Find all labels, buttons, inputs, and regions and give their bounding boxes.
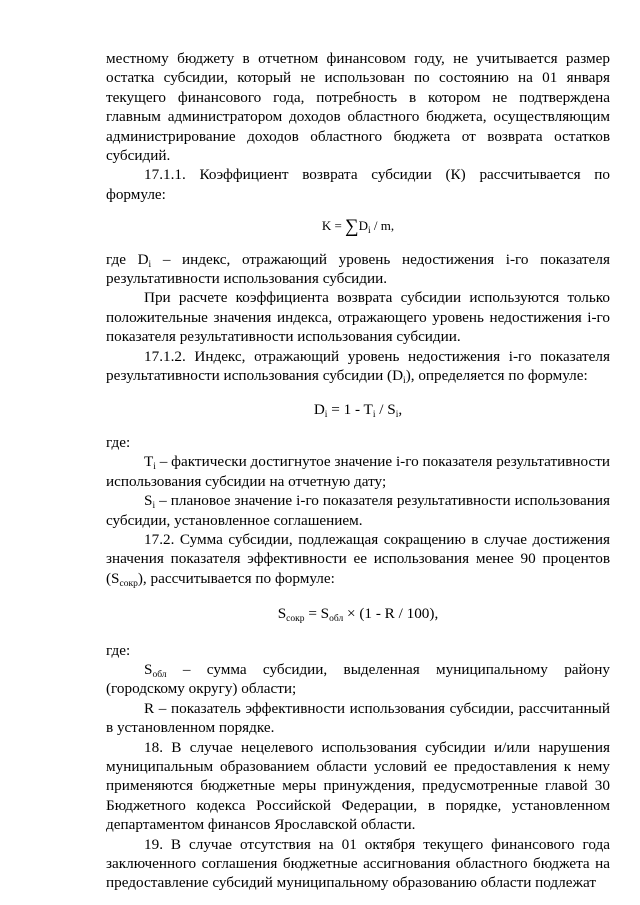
p4-a: 17.1.2. Индекс, отражающий уровень недостижения i-го показателя результативности использования субсидии (D [106,347,610,385]
f2-i2: i [372,409,376,420]
f2-i3: i [395,409,399,420]
formula-k [106,204,610,249]
paragraph-continuation: местному бюджету в отчетном финансовом году, не учитывается размер остатка субсидии, который не использован по состоянию на 01 января текущего финансового года, потребность в котором не подтверждена главным администратором доходов областного бюджета, осуществляющим администрирование доходов областного бюджета от возврата остатков субсидий. [106,50,610,165]
di-def-i: i [148,259,152,270]
p10-b: – сумма субсидии, выделенная муниципальному району (городскому округу) области; [106,660,610,698]
paragraph-ti-definition [106,452,610,491]
p7-i: i [152,501,156,512]
formula-k-left: K = [321,218,346,234]
f3-sub1: сокр [286,614,305,625]
p8-b: ), рассчитывается по формуле: [137,569,335,587]
paragraph-si-definition [106,491,610,530]
f2-a: D [313,400,325,418]
p6-a: T [144,453,154,471]
paragraph-positive-values: При расчете коэффициента возврата субсидии используются только положительные значения индекса, отражающего уровень недостижения i-го показателя результативности использования субсидии. [106,289,610,346]
document-body [106,49,610,893]
p6-b: – фактически достигнутое значение i-го показателя результативности использования субсидии на отчетную дату; [106,453,610,490]
paragraph-17-1-2 [106,347,610,386]
paragraph-17-1-1: 17.1.1. Коэффициент возврата субсидии (К) рассчитывается по формуле: [106,166,610,203]
f2-b: = 1 - T [327,400,373,418]
f3-b: = S [304,605,330,623]
p10-sub: обл [152,669,167,680]
sum-symbol: ∑ [345,216,359,238]
f2-i1: i [324,409,328,420]
paragraph-di-definition [106,250,610,289]
f3-sub2: обл [329,614,344,625]
formula-s-sokr [106,588,610,640]
formula-k-d: D [358,218,369,234]
where-label-2: где: [106,641,131,659]
paragraph-19: 19. В случае отсутствия на 01 октября текущего финансового года заключенного соглашения бюджетные ассигнования областного бюджета на предоставление субсидий муниципальному образованию области подлежат [106,835,610,892]
p6-i: i [153,462,156,473]
p8-a: 17.2. Сумма субсидии, подлежащая сокращению в случае достижения значения показателя эффективности ее использования менее 90 процентов (S [106,530,610,587]
f2-d: , [398,400,403,418]
paragraph-sobl-definition [106,660,610,699]
di-def-a: где D [106,250,149,268]
paragraph-18: 18. В случае нецелевого использования субсидии и/или нарушения муниципальным образованием области условий ее предоставления к нему применяются бюджетные меры принуждения, предусмотренные главой 30 Бюджетного кодекса Российской Федерации, в порядке, установленном департаментом финансов Ярославской области. [106,738,610,834]
formula-k-rest: / m, [370,218,395,234]
f2-c: / S [375,400,396,418]
p7-a: S [144,492,153,510]
f3-a: S [277,605,287,623]
f3-c: × (1 - R / 100), [343,605,439,623]
di-def-b: – индекс, отражающий уровень недостижения i-го показателя результативности использования субсидии. [106,250,610,288]
formula-di [106,386,610,433]
paragraph-r-definition: R – показатель эффективности использования субсидии, рассчитанный в установленном порядке. [106,699,610,737]
p7-b: – плановое значение i-го показателя результативности использования субсидии, установленное соглашением. [106,492,610,529]
p10-a: S [144,660,153,678]
p8-sub: сокр [119,578,138,589]
formula-k-i: i [368,226,371,237]
where-label-1: где: [106,433,131,451]
paragraph-17-2 [106,530,610,588]
p4-b: ), определяется по формуле: [405,367,588,385]
p4-i: i [403,376,406,387]
